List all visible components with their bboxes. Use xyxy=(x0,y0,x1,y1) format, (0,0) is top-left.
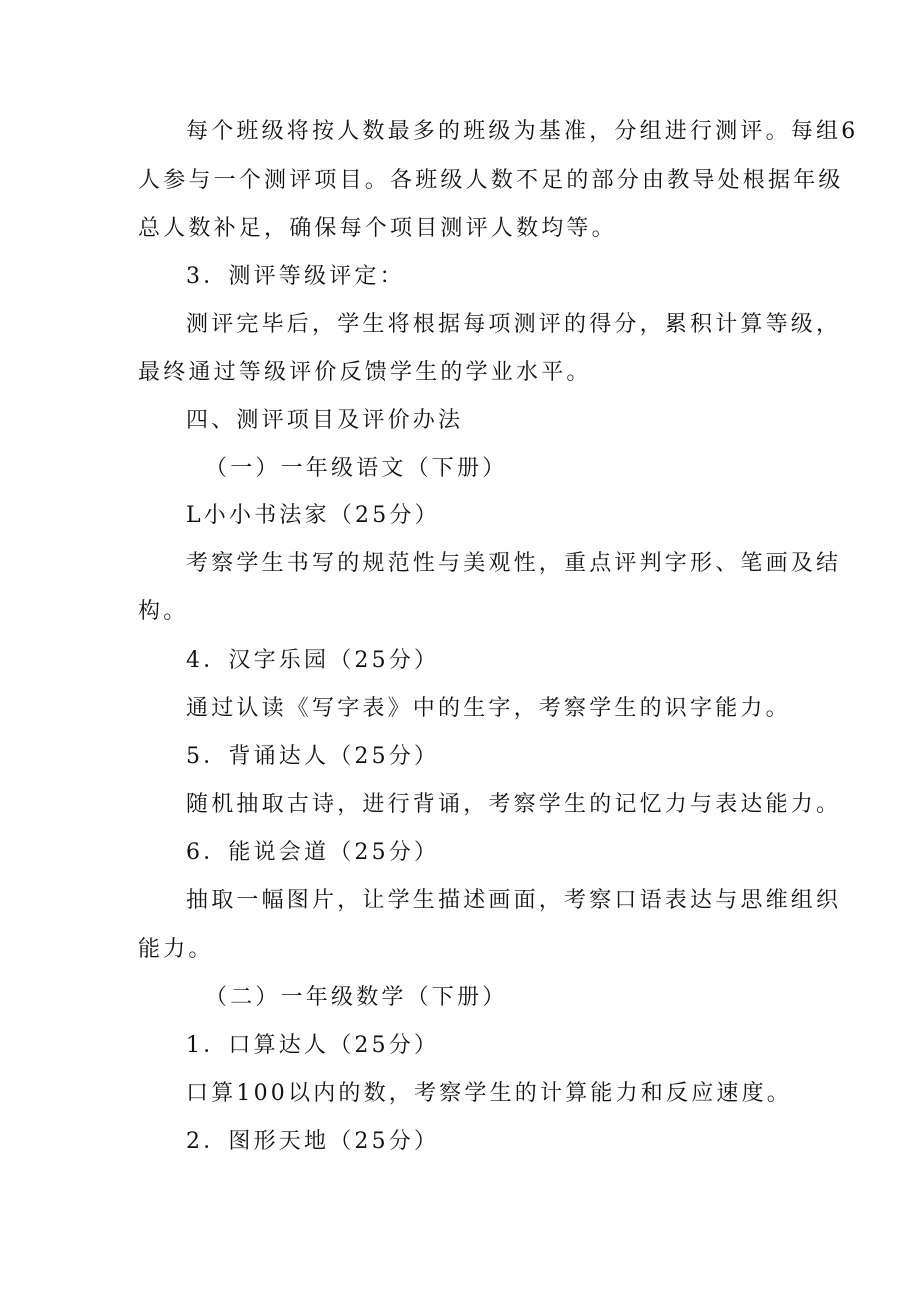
math-subject-heading: （二）一年级数学（下册） xyxy=(205,985,508,1010)
speaking-desc-line-1: 抽取一幅图片，让学生描述画面，考察口语表达与思维组织 xyxy=(186,888,842,913)
calligraphy-desc-line-1: 考察学生书写的规范性与美观性，重点评判字形、笔画及结 xyxy=(186,551,842,576)
mental-arithmetic-desc: 口算100以内的数，考察学生的计算能力和反应速度。 xyxy=(186,1081,792,1106)
calligraphy-desc-line-2: 构。 xyxy=(138,599,189,624)
shapes-item-title: 2．图形天地（25分） xyxy=(186,1129,440,1154)
grade-evaluation-line-1: 测评完毕后，学生将根据每项测评的得分，累积计算等级， xyxy=(186,312,842,337)
grade-evaluation-heading: 3．测评等级评定： xyxy=(186,264,405,289)
grouping-rule-line-3: 总人数补足，确保每个项目测评人数均等。 xyxy=(138,216,617,241)
grouping-rule-line-1: 每个班级将按人数最多的班级为基准，分组进行测评。每组6 xyxy=(186,119,859,144)
chinese-subject-heading: （一）一年级语文（下册） xyxy=(205,456,508,481)
mental-arithmetic-item-title: 1．口算达人（25分） xyxy=(186,1033,440,1058)
character-garden-item-title: 4．汉字乐园（25分） xyxy=(186,648,440,673)
speaking-item-title: 6．能说会道（25分） xyxy=(186,840,440,865)
grouping-rule-line-2: 人参与一个测评项目。各班级人数不足的部分由教导处根据年级 xyxy=(138,168,844,193)
recitation-desc: 随机抽取古诗，进行背诵，考察学生的记忆力与表达能力。 xyxy=(186,792,842,817)
speaking-desc-line-2: 能力。 xyxy=(138,937,214,962)
recitation-item-title: 5．背诵达人（25分） xyxy=(186,744,440,769)
character-garden-desc: 通过认读《写字表》中的生字，考察学生的识字能力。 xyxy=(186,696,791,721)
section-four-heading: 四、测评项目及评价办法 xyxy=(186,408,464,433)
grade-evaluation-line-2: 最终通过等级评价反馈学生的学业水平。 xyxy=(138,360,592,385)
calligraphy-item-title: L小小书法家（25分） xyxy=(186,503,440,528)
